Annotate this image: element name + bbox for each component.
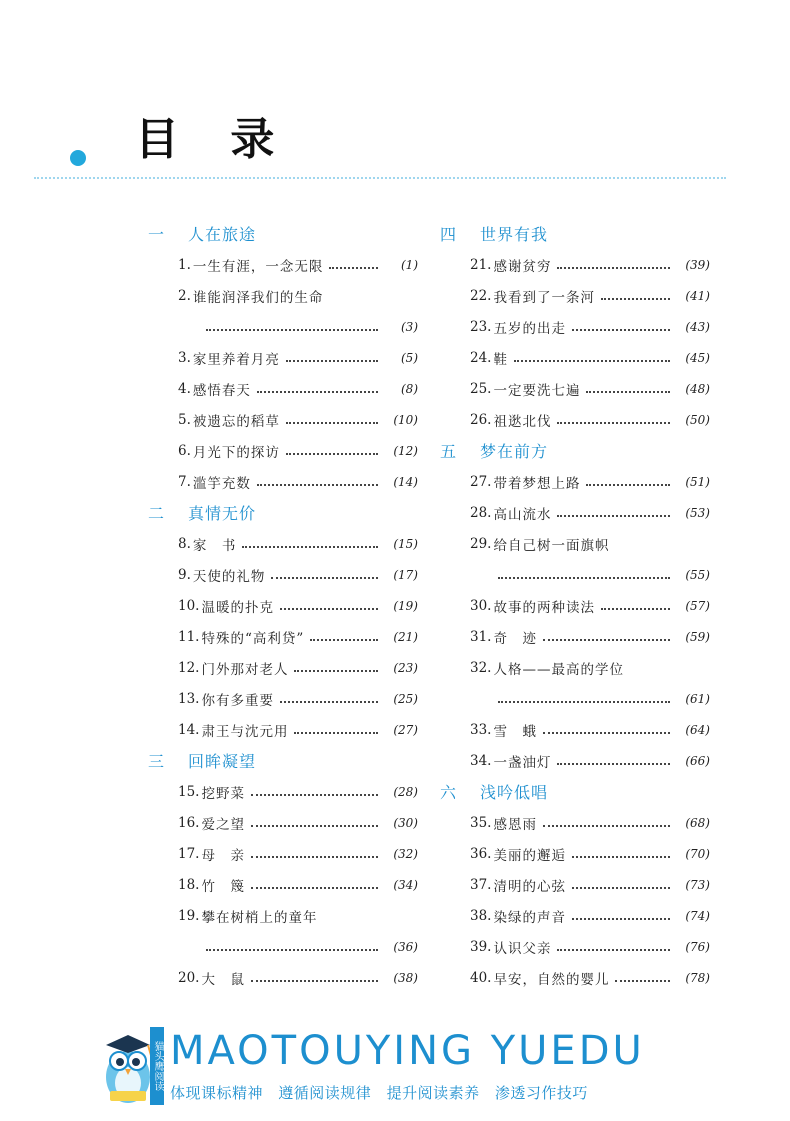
toc-entry [440,962,710,993]
toc-entry [148,280,418,311]
section-title: 世界有我 [480,225,549,244]
toc-column-right [440,218,710,993]
dot-leader [286,453,378,455]
dot-leader [329,267,378,269]
toc-entry [148,435,418,466]
toc-entry [148,962,418,993]
entry-number: 21. [470,256,492,273]
entry-number: 36. [470,845,492,862]
dot-leader [251,980,378,982]
entry-title: 挖野菜 [201,785,245,802]
entry-title: 故事的两种读法 [493,599,595,616]
dot-leader [257,484,378,486]
entry-title: 染绿的声音 [493,909,566,926]
entry-title: 美丽的邂逅 [493,847,566,864]
entry-number: 18. [178,876,200,893]
entry-number: 27. [470,473,492,490]
entry-title: 奇 迹 [493,630,537,647]
entry-title: 雪 蛾 [493,723,537,740]
slogan-item: 渗透习作技巧 [494,1084,588,1102]
entry-number: 24. [470,349,492,366]
dot-leader [572,918,670,920]
page-number: (55) [685,567,710,582]
page-number: (23) [393,660,418,675]
entry-number: 22. [470,287,492,304]
entry-number: 40. [470,969,492,986]
toc-entry [440,373,710,404]
entry-title: 人格——最高的学位 [493,661,624,678]
toc-entry [148,466,418,497]
entry-number: 15. [178,783,200,800]
page-number: (41) [685,288,710,303]
section-number: 六 [440,783,457,802]
page-number: (73) [685,877,710,892]
toc-entry [440,807,710,838]
entry-title: 家里养着月亮 [192,351,280,368]
dot-leader [251,856,378,858]
dot-leader [294,732,378,734]
toc-entry [440,931,710,962]
section-number: 三 [148,752,165,771]
toc-column-left [148,218,418,993]
toc-entry [148,373,418,404]
entry-number: 6. [178,442,191,459]
dot-leader [557,515,670,517]
entry-number: 31. [470,628,492,645]
toc-entry [440,621,710,652]
entry-number: 5. [178,411,191,428]
entry-number: 2. [178,287,191,304]
page-number: (27) [393,722,418,737]
toc-entry [440,900,710,931]
entry-number: 13. [178,690,200,707]
toc-entry [148,776,418,807]
entry-title: 肃王与沈元用 [201,723,289,740]
dot-leader [543,732,670,734]
page-title: 目 录 [135,114,293,165]
entry-title: 祖逖北伐 [493,413,552,430]
dot-leader [572,329,670,331]
dot-leader [557,763,670,765]
entry-title: 月光下的探访 [192,444,280,461]
section-title: 回眸凝望 [188,752,257,771]
entry-number: 34. [470,752,492,769]
entry-title: 滥竽充数 [192,475,251,492]
dot-leader [206,329,378,331]
entry-title: 谁能润泽我们的生命 [192,289,324,306]
entry-number: 11. [178,628,200,645]
section-title: 人在旅途 [188,225,257,244]
entry-number: 30. [470,597,492,614]
entry-title: 给自己树一面旗帜 [493,537,610,554]
entry-title: 门外那对老人 [201,661,289,678]
dot-leader [251,794,378,796]
toc-entry [440,590,710,621]
page-number: (19) [393,598,418,613]
toc-entry [148,714,418,745]
entry-number: 16. [178,814,200,831]
dot-leader [206,949,378,951]
page-number: (43) [685,319,710,334]
entry-title: 清明的心弦 [493,878,566,895]
entry-title: 一盏油灯 [493,754,552,771]
page-number: (53) [685,505,710,520]
entry-title: 感恩雨 [493,816,537,833]
dot-leader [271,577,378,579]
footer-slogan [170,1082,598,1103]
page-number: (36) [393,939,418,954]
section-heading [148,218,418,249]
title-bullet [70,150,86,166]
entry-number: 29. [470,535,492,552]
entry-number: 19. [178,907,200,924]
page-number: (21) [393,629,418,644]
section-title: 真情无价 [188,504,257,523]
toc-entry [440,838,710,869]
section-title: 梦在前方 [480,442,549,461]
entry-title: 你有多重要 [201,692,274,709]
entry-number: 35. [470,814,492,831]
dot-leader [543,825,670,827]
page-number: (30) [393,815,418,830]
entry-number: 8. [178,535,191,552]
toc-entry [148,342,418,373]
entry-title: 一生有涯，一念无限 [192,258,324,275]
dot-leader [257,391,378,393]
dot-leader [601,298,670,300]
entry-title: 天使的礼物 [192,568,266,585]
page-number: (51) [685,474,710,489]
toc-entry [440,280,710,311]
title-divider [34,177,726,179]
page-number: (15) [393,536,418,551]
entry-number: 14. [178,721,200,738]
entry-title: 我看到了一条河 [493,289,595,306]
entry-number: 25. [470,380,492,397]
page-number: (59) [685,629,710,644]
section-number: 一 [148,225,165,244]
entry-title: 认识父亲 [493,940,552,957]
entry-title: 攀在树梢上的童年 [201,909,318,926]
entry-title: 五岁的出走 [493,320,566,337]
entry-title: 一定要洗七遍 [493,382,581,399]
page-number: (50) [685,412,710,427]
entry-title: 感谢贫穷 [493,258,552,275]
page-number: (61) [685,691,710,706]
section-heading [440,776,710,807]
page-number: (57) [685,598,710,613]
entry-number: 32. [470,659,492,676]
toc-entry [440,342,710,373]
section-heading [148,497,418,528]
entry-number: 12. [178,659,200,676]
slogan-item: 遵循阅读规律 [278,1084,372,1102]
page-number: (74) [685,908,710,923]
toc-entry-continuation [148,311,418,342]
entry-title: 大 鼠 [201,971,245,988]
page-number: (1) [401,257,418,272]
dot-leader [572,887,670,889]
toc-entry [148,869,418,900]
page-number: (64) [685,722,710,737]
toc-entry [148,838,418,869]
page-number: (76) [685,939,710,954]
page-number: (14) [393,474,418,489]
dot-leader [586,484,670,486]
dot-leader [543,639,670,641]
toc-entry [148,652,418,683]
toc-entry [440,869,710,900]
toc-entry [148,807,418,838]
toc-entry [148,528,418,559]
toc-entry [440,311,710,342]
toc-entry [440,404,710,435]
toc-entry-continuation [440,559,710,590]
dot-leader [498,701,670,703]
toc-entry [440,745,710,776]
toc-entry [148,559,418,590]
entry-number: 39. [470,938,492,955]
toc-entry [440,249,710,280]
section-number: 五 [440,442,457,461]
entry-title: 家 书 [192,537,237,554]
entry-number: 28. [470,504,492,521]
toc-entry [148,249,418,280]
dot-leader [586,391,670,393]
owl-mascot-icon [98,1025,158,1107]
toc-entry [148,404,418,435]
page-number: (17) [393,567,418,582]
section-heading [440,435,710,466]
dot-leader [280,608,378,610]
dot-leader [242,546,378,548]
entry-title: 带着梦想上路 [493,475,581,492]
toc-entry [148,683,418,714]
toc-entry [440,528,710,559]
footer-brand: MAOTOUYING YUEDU [170,1028,645,1074]
dot-leader [251,887,378,889]
entry-number: 38. [470,907,492,924]
slogan-item: 提升阅读素养 [386,1084,480,1102]
page-number: (8) [401,381,418,396]
toc-entry [440,652,710,683]
dot-leader [251,825,378,827]
entry-title: 高山流水 [493,506,552,523]
toc-entry [148,590,418,621]
dot-leader [280,701,378,703]
entry-title: 竹 篾 [201,878,245,895]
section-number: 二 [148,504,165,523]
entry-title: 鞋 [493,351,508,368]
entry-title: 感悟春天 [192,382,251,399]
toc-entry-continuation [148,931,418,962]
page-number: (70) [685,846,710,861]
page-number: (39) [685,257,710,272]
entry-number: 10. [178,597,200,614]
page-number: (32) [393,846,418,861]
entry-title: 特殊的“高利贷” [201,630,305,647]
page-number: (12) [393,443,418,458]
dot-leader [557,949,670,951]
toc-entry [440,714,710,745]
page-number: (34) [393,877,418,892]
slogan-item: 体现课标精神 [170,1084,264,1102]
footer-vertical-tag: 猫头鹰阅读 [150,1027,164,1105]
page-number: (78) [685,970,710,985]
entry-number: 9. [178,566,191,583]
dot-leader [498,577,670,579]
entry-number: 7. [178,473,191,490]
entry-number: 33. [470,721,492,738]
entry-number: 4. [178,380,191,397]
entry-number: 3. [178,349,191,366]
dot-leader [294,670,378,672]
dot-leader [310,639,378,641]
page-number: (25) [393,691,418,706]
toc-entry [148,621,418,652]
page-number: (28) [393,784,418,799]
section-title: 浅吟低唱 [480,783,549,802]
entry-number: 37. [470,876,492,893]
entry-number: 17. [178,845,200,862]
section-heading [148,745,418,776]
entry-number: 20. [178,969,200,986]
toc-entry [148,900,418,931]
toc-entry [440,466,710,497]
dot-leader [557,422,670,424]
page-number: (48) [685,381,710,396]
entry-number: 23. [470,318,492,335]
page-number: (45) [685,350,710,365]
section-heading [440,218,710,249]
dot-leader [286,360,378,362]
page-number: (68) [685,815,710,830]
page-number: (10) [393,412,418,427]
page-number: (66) [685,753,710,768]
dot-leader [572,856,670,858]
toc-entry-continuation [440,683,710,714]
dot-leader [601,608,670,610]
entry-title: 早安，自然的婴儿 [493,971,610,988]
dot-leader [557,267,670,269]
dot-leader [514,360,670,362]
entry-number: 1. [178,256,191,273]
page-number: (5) [401,350,418,365]
toc-entry [440,497,710,528]
entry-title: 爱之望 [201,816,245,833]
dot-leader [286,422,378,424]
entry-title: 被遗忘的稻草 [192,413,280,430]
page-number: (3) [401,319,418,334]
entry-number: 26. [470,411,492,428]
section-number: 四 [440,225,457,244]
page-number: (38) [393,970,418,985]
dot-leader [615,980,670,982]
entry-title: 母 亲 [201,847,245,864]
entry-title: 温暖的扑克 [201,599,274,616]
